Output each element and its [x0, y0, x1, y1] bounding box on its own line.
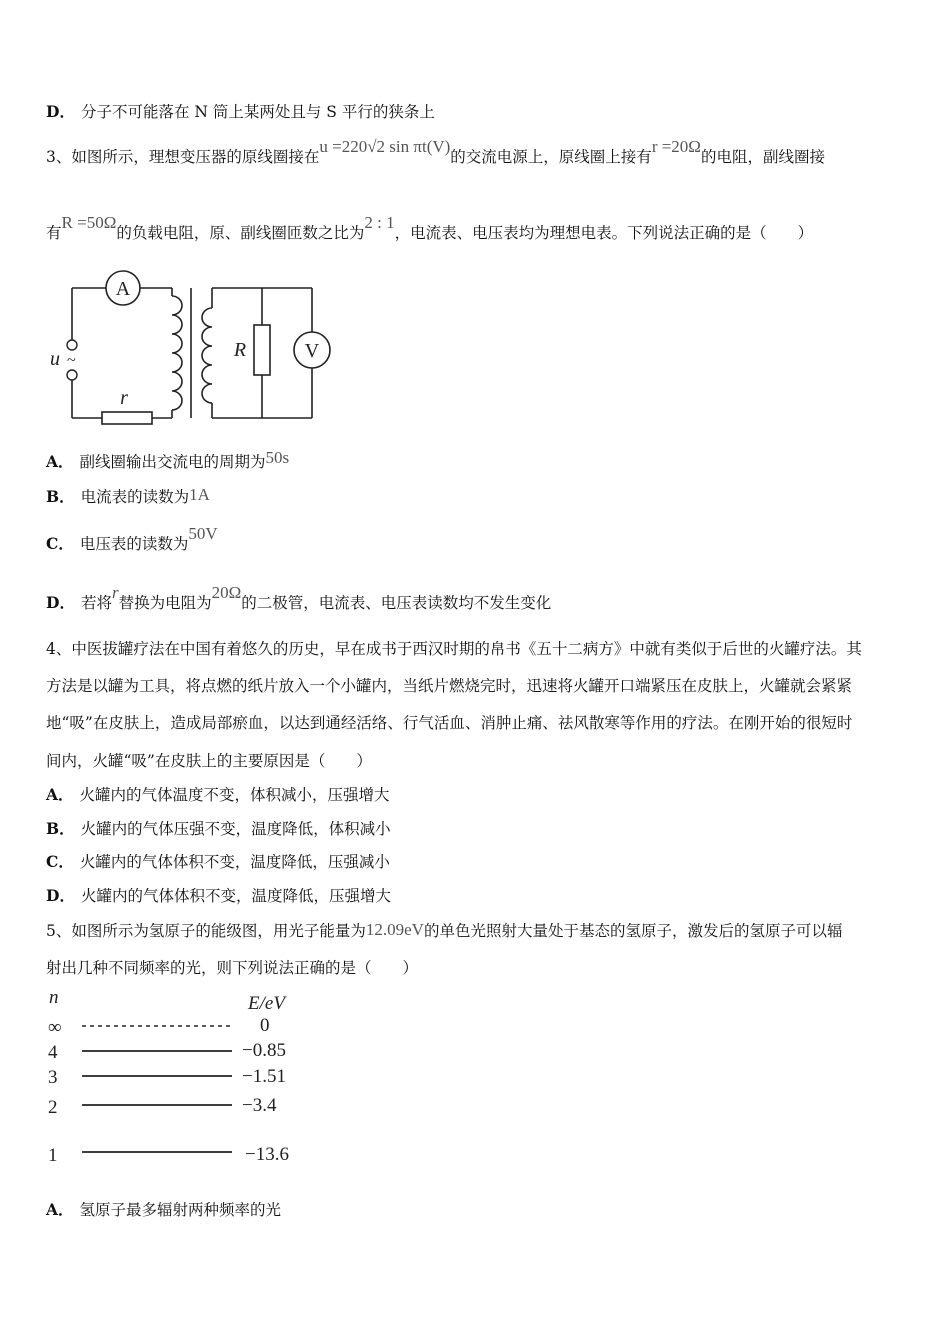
formula-r: r =20Ω — [651, 137, 701, 156]
level-e-2: −3.4 — [242, 1095, 277, 1116]
formula-ratio: 2 : 1 — [364, 213, 395, 232]
option-letter: A． — [46, 452, 74, 471]
option-text: 分子不可能落在 N 筒上某两处且与 S 平行的狭条上 — [80, 103, 435, 121]
q3-option-a — [46, 448, 290, 473]
q4-option-c — [46, 851, 390, 873]
option-letter: C． — [46, 852, 74, 871]
stem-text: 的交流电源上，原线圈上接有 — [450, 148, 652, 166]
stem-text: 的电阻，副线圈接 — [700, 148, 825, 166]
option-math: 50s — [265, 448, 290, 467]
axis-n-label: n — [49, 987, 59, 1008]
option-text: 火罐内的气体温度不变，体积减小，压强增大 — [79, 786, 390, 804]
q3-option-c — [46, 524, 218, 555]
formula-energy: 12.09eV — [365, 920, 424, 939]
q4-option-a — [46, 784, 390, 806]
option-text: 的二极管，电流表、电压表读数均不发生变化 — [241, 594, 552, 612]
option-letter: A． — [46, 1200, 74, 1219]
formula-R: R =50Ω — [61, 213, 117, 232]
transformer-circuit-diagram — [40, 268, 340, 428]
level-n-1: 1 — [48, 1145, 58, 1166]
q3-stem-line-1 — [46, 137, 825, 168]
ammeter — [106, 271, 140, 305]
q4-stem-line-1: 4、中医拔罐疗法在中国有着悠久的历史，早在成书于西汉时期的帛书《五十二病方》中就有类似于后世的火罐疗法。其 — [46, 640, 862, 658]
formula-u: u =220√2 sin πt(V) — [319, 137, 451, 156]
option-letter: A． — [46, 785, 74, 804]
resistor-r-label: r — [120, 387, 128, 409]
resistor-r — [102, 387, 152, 424]
resistor-R-label: R — [233, 339, 247, 361]
option-text: 电流表的读数为 — [80, 488, 190, 506]
q3-stem-line-2 — [46, 213, 814, 244]
energy-level-diagram — [40, 985, 320, 1170]
q4-option-b — [46, 818, 391, 840]
option-text: 火罐内的气体体积不变，温度降低，压强增大 — [80, 887, 391, 905]
ammeter-label: A — [115, 278, 131, 300]
ac-symbol: ~ — [67, 352, 76, 369]
option-text: 氢原子最多辐射两种频率的光 — [79, 1201, 282, 1219]
stem-text: ，电流表、电压表均为理想电表。下列说法正确的是（ ） — [394, 224, 814, 242]
option-letter: D． — [46, 886, 75, 905]
option-text: 副线圈输出交流电的周期为 — [79, 453, 266, 471]
q4-stem-line-2: 方法是以罐为工具，将点燃的纸片放入一个小罐内，当纸片燃烧完时，迅速将火罐开口端紧压在皮肤上，火罐就会紧紧 — [46, 677, 853, 695]
q3-option-d — [46, 583, 552, 614]
level-n-3: 3 — [48, 1067, 58, 1088]
level-e-1: −13.6 — [245, 1144, 289, 1165]
source-label: u — [50, 348, 60, 370]
option-text: 火罐内的气体体积不变，温度降低，压强减小 — [79, 853, 390, 871]
stem-text: 有 — [46, 224, 62, 242]
resistor-R — [233, 325, 270, 375]
q4-option-d — [46, 885, 391, 907]
q5-stem-line-2: 射出几种不同频率的光，则下列说法正确的是（ ） — [46, 959, 419, 977]
level-n-4: 4 — [48, 1042, 58, 1063]
q5-stem-line-1 — [46, 920, 842, 942]
option-letter: D． — [46, 102, 75, 121]
level-e-inf: 0 — [260, 1015, 270, 1036]
level-n-inf: ∞ — [48, 1017, 62, 1038]
option-letter: B． — [46, 487, 75, 506]
axis-e-label: E/eV — [248, 993, 285, 1014]
level-e-3: −1.51 — [242, 1066, 286, 1087]
q4-stem-line-4: 间内，火罐“吸”在皮肤上的主要原因是（ ） — [46, 752, 372, 770]
q3-option-b — [46, 486, 210, 508]
source-terminals — [50, 340, 77, 380]
stem-text: 3、如图所示，理想变压器的原线圈接在 — [46, 148, 320, 166]
option-text: 若将 — [80, 594, 112, 612]
level-e-4: −0.85 — [242, 1040, 286, 1061]
option-letter: D． — [46, 593, 75, 612]
option-letter: C． — [46, 534, 74, 553]
option-math: r — [111, 583, 119, 602]
voltmeter-label: V — [304, 340, 320, 362]
option-math: 20Ω — [211, 583, 242, 602]
option-math: 50V — [188, 524, 218, 543]
stem-text: 的负载电阻，原、副线圈匝数之比为 — [116, 224, 365, 242]
option-text: 电压表的读数为 — [79, 535, 189, 553]
stem-text: 5、如图所示为氢原子的能级图，用光子能量为 — [46, 922, 366, 940]
option-letter: B． — [46, 819, 75, 838]
q2-option-d — [46, 101, 435, 123]
voltmeter — [294, 332, 330, 368]
stem-text: 的单色光照射大量处于基态的氢原子，激发后的氢原子可以辐 — [423, 922, 843, 940]
q5-option-a — [46, 1199, 281, 1221]
option-text: 火罐内的气体压强不变，温度降低，体积减小 — [80, 820, 391, 838]
option-text: 替换为电阻为 — [118, 594, 212, 612]
q4-stem-line-3: 地“吸”在皮肤上，造成局部瘀血，以达到通经活络、行气活血、消肿止痛、祛风散寒等作用的疗法。在刚开始的很短时 — [46, 714, 853, 732]
level-n-2: 2 — [48, 1097, 58, 1118]
option-math: 1A — [189, 485, 210, 504]
